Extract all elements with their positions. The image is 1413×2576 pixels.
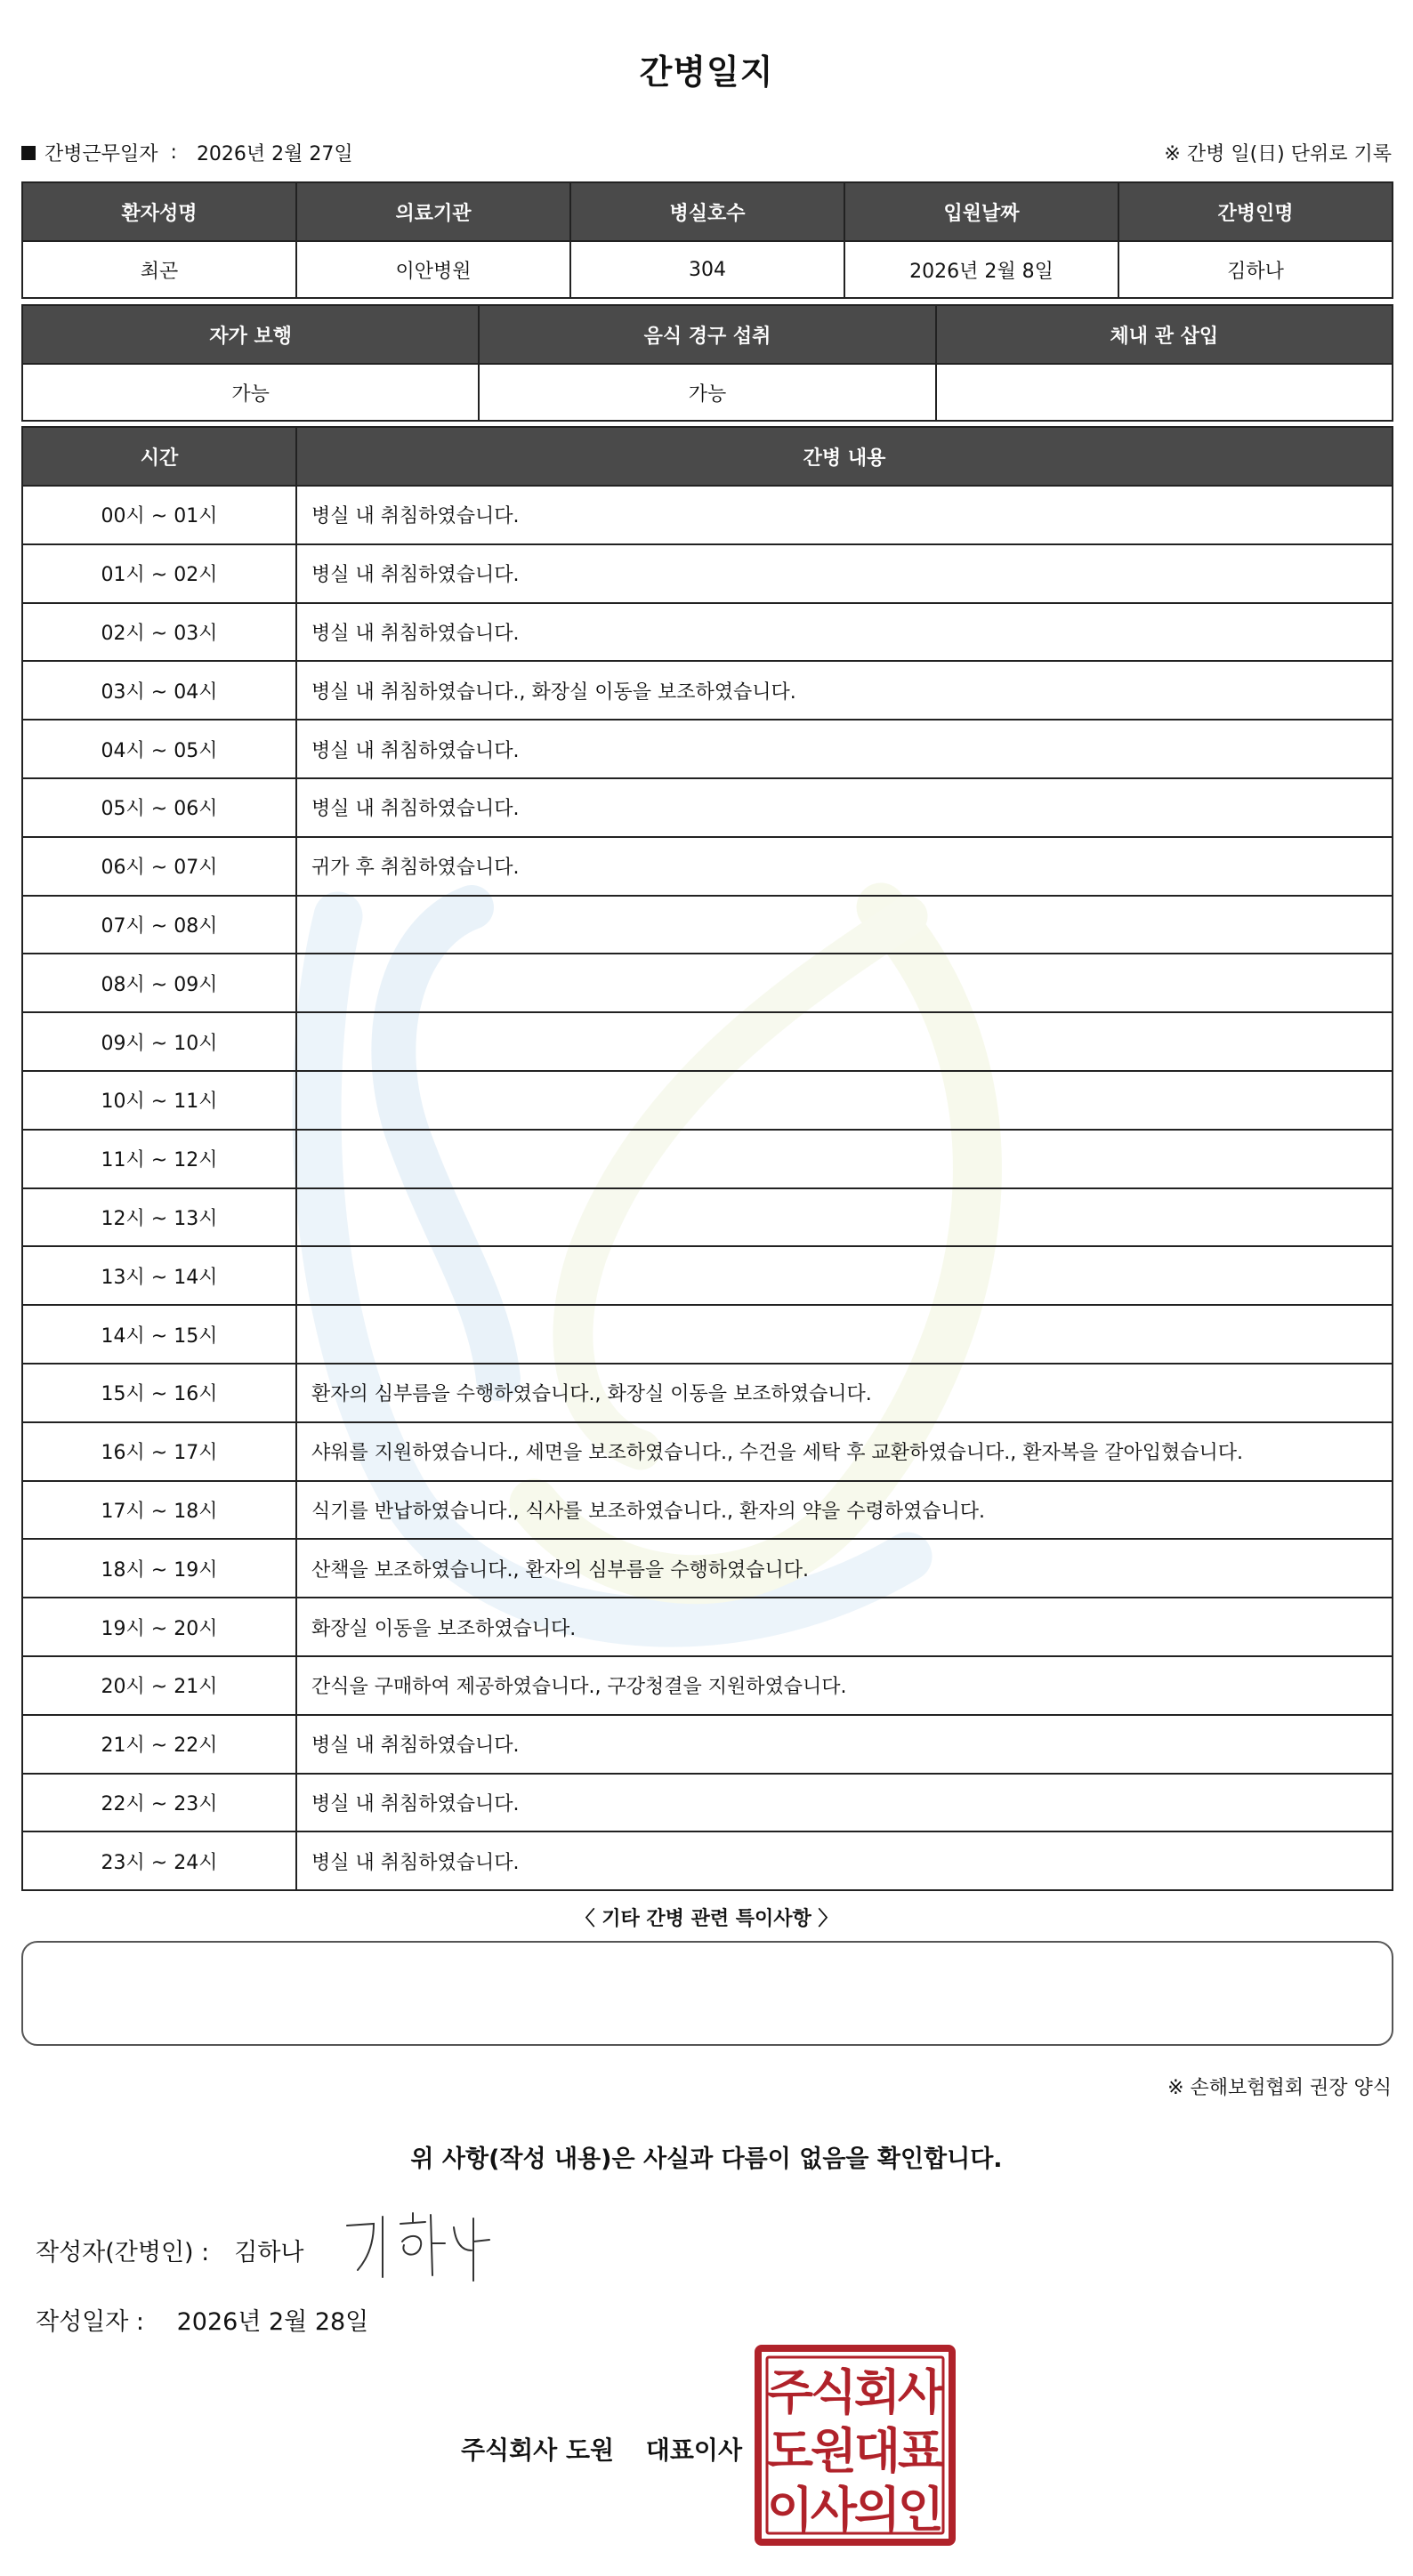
- log-time: 00시 ~ 01시: [22, 486, 296, 544]
- patient-info-header-row: [22, 182, 1393, 241]
- company-seal: [755, 2345, 956, 2546]
- confirmation-text: 위 사항(작성 내용)은 사실과 다름이 없음을 확인합니다.: [410, 2145, 1003, 2173]
- log-time: 18시 ~ 19시: [22, 1539, 296, 1598]
- meta-row: [21, 135, 1392, 171]
- log-time: 10시 ~ 11시: [22, 1071, 296, 1130]
- log-time: 04시 ~ 05시: [22, 720, 296, 778]
- log-row: [22, 1656, 1393, 1715]
- log-content: [296, 1130, 1393, 1188]
- log-time: 02시 ~ 03시: [22, 603, 296, 662]
- oral-intake: 가능: [479, 364, 935, 421]
- log-content: [296, 1188, 1393, 1247]
- log-time: 01시 ~ 02시: [22, 544, 296, 603]
- log-row: [22, 1715, 1393, 1774]
- log-content: [296, 1305, 1393, 1364]
- log-time: 14시 ~ 15시: [22, 1305, 296, 1364]
- notes-box: [21, 1941, 1393, 2046]
- written-date-line: [36, 2302, 368, 2337]
- log-row: [22, 1539, 1393, 1598]
- log-content: 병실 내 취침하였습니다., 화장실 이동을 보조하였습니다.: [296, 661, 1393, 720]
- log-content: 병실 내 취침하였습니다.: [296, 720, 1393, 778]
- log-content: 귀가 후 취침하였습니다.: [296, 837, 1393, 896]
- work-date-value: 2026년 2월 27일: [196, 143, 353, 165]
- log-row: [22, 1246, 1393, 1305]
- log-content: 병실 내 취침하였습니다.: [296, 1715, 1393, 1774]
- log-content: 환자의 심부름을 수행하였습니다., 화장실 이동을 보조하였습니다.: [296, 1364, 1393, 1422]
- company-line: [461, 2431, 742, 2467]
- writer-name: 김하나: [234, 2239, 304, 2266]
- log-content: 병실 내 취침하였습니다.: [296, 778, 1393, 837]
- patient-info-table: [21, 181, 1393, 299]
- log-row: [22, 896, 1393, 954]
- log-row: [22, 720, 1393, 778]
- log-time: 15시 ~ 16시: [22, 1364, 296, 1422]
- log-row: [22, 1130, 1393, 1188]
- log-header-row: [22, 427, 1393, 486]
- seal-char: 도: [766, 2423, 814, 2479]
- header-self-walking: 자가 보행: [22, 305, 479, 364]
- log-content: [296, 1012, 1393, 1071]
- seal-char: 식: [810, 2364, 858, 2420]
- status-info-table: [21, 304, 1393, 422]
- header-care-content: 간병 내용: [296, 427, 1393, 486]
- log-time: 08시 ~ 09시: [22, 954, 296, 1012]
- caregiver-name: 김하나: [1118, 241, 1393, 298]
- log-time: 19시 ~ 20시: [22, 1598, 296, 1656]
- log-row: [22, 837, 1393, 896]
- seal-char: 이: [766, 2482, 814, 2538]
- hospital: 이안병원: [296, 241, 570, 298]
- log-time: 23시 ~ 24시: [22, 1831, 296, 1890]
- log-row: [22, 661, 1393, 720]
- log-content: [296, 1071, 1393, 1130]
- association-note: ※ 손해보험협회 권장 양식: [1167, 2077, 1392, 2099]
- log-content: 병실 내 취침하였습니다.: [296, 603, 1393, 662]
- log-row: [22, 778, 1393, 837]
- log-row: [22, 1831, 1393, 1890]
- log-content: [296, 954, 1393, 1012]
- patient-info-value-row: [22, 241, 1393, 298]
- log-time: 13시 ~ 14시: [22, 1246, 296, 1305]
- log-time: 05시 ~ 06시: [22, 778, 296, 837]
- work-date: [21, 139, 353, 166]
- notes-title: 〈 기타 간병 관련 특이사항 〉: [575, 1908, 838, 1930]
- log-row: [22, 1422, 1393, 1481]
- status-header-row: [22, 305, 1393, 364]
- log-time: 16시 ~ 17시: [22, 1422, 296, 1481]
- work-date-label: 간병근무일자: [44, 143, 158, 165]
- seal-char: 대: [853, 2423, 901, 2479]
- log-time: 09시 ~ 10시: [22, 1012, 296, 1071]
- log-content: 샤워를 지원하였습니다., 세면을 보조하였습니다., 수건을 세탁 후 교환하였습니다., 환자복을 갈아입혔습니다.: [296, 1422, 1393, 1481]
- header-hospital: 의료기관: [296, 182, 570, 241]
- log-row: [22, 1481, 1393, 1540]
- log-row: [22, 544, 1393, 603]
- log-row: [22, 1364, 1393, 1422]
- log-row: [22, 1774, 1393, 1832]
- log-time: 12시 ~ 13시: [22, 1188, 296, 1247]
- status-value-row: [22, 364, 1393, 421]
- log-time: 17시 ~ 18시: [22, 1481, 296, 1540]
- admission-date: 2026년 2월 8일: [844, 241, 1118, 298]
- written-date-value: 2026년 2월 28일: [176, 2308, 369, 2336]
- record-note: ※ 간병 일(日) 단위로 기록: [1164, 143, 1392, 165]
- seal-char: 사: [810, 2482, 858, 2538]
- log-content: 병실 내 취침하였습니다.: [296, 486, 1393, 544]
- log-row: [22, 603, 1393, 662]
- header-room-number: 병실호수: [570, 182, 844, 241]
- log-time: 03시 ~ 04시: [22, 661, 296, 720]
- seal-char: 사: [897, 2364, 945, 2420]
- log-time: 07시 ~ 08시: [22, 896, 296, 954]
- header-admission-date: 입원날짜: [844, 182, 1118, 241]
- seal-char: 주: [766, 2364, 814, 2420]
- log-content: 병실 내 취침하였습니다.: [296, 1774, 1393, 1832]
- log-row: [22, 954, 1393, 1012]
- seal-char: 원: [810, 2423, 858, 2479]
- log-content: 병실 내 취침하였습니다.: [296, 1831, 1393, 1890]
- log-row: [22, 1012, 1393, 1071]
- written-date-label: 작성일자 :: [36, 2308, 145, 2336]
- log-time: 21시 ~ 22시: [22, 1715, 296, 1774]
- header-tube-insertion: 체내 관 삽입: [936, 305, 1393, 364]
- log-row: [22, 1305, 1393, 1364]
- log-content: [296, 896, 1393, 954]
- writer-label: 작성자(간병인) :: [36, 2239, 210, 2266]
- log-content: 병실 내 취침하였습니다.: [296, 544, 1393, 603]
- log-content: 간식을 구매하여 제공하였습니다., 구강청결을 지원하였습니다.: [296, 1656, 1393, 1715]
- tube-insertion: [936, 364, 1393, 421]
- work-date-separator: :: [170, 141, 177, 164]
- seal-char: 인: [897, 2482, 945, 2538]
- log-time: 11시 ~ 12시: [22, 1130, 296, 1188]
- writer-line: [36, 2233, 304, 2267]
- log-content: 식기를 반납하였습니다., 식사를 보조하였습니다., 환자의 약을 수령하였습니다.: [296, 1481, 1393, 1540]
- square-bullet-icon: [21, 146, 36, 160]
- log-time: 20시 ~ 21시: [22, 1656, 296, 1715]
- log-time: 22시 ~ 23시: [22, 1774, 296, 1832]
- room-number: 304: [570, 241, 844, 298]
- log-content: [296, 1246, 1393, 1305]
- handwritten-signature: [338, 2206, 498, 2286]
- log-time: 06시 ~ 07시: [22, 837, 296, 896]
- log-content: 산책을 보조하였습니다., 환자의 심부름을 수행하였습니다.: [296, 1539, 1393, 1598]
- header-caregiver-name: 간병인명: [1118, 182, 1393, 241]
- header-patient-name: 환자성명: [22, 182, 296, 241]
- log-body: [22, 486, 1393, 1890]
- log-row: [22, 1071, 1393, 1130]
- ceo-title: 대표이사: [645, 2435, 742, 2465]
- log-content: 화장실 이동을 보조하였습니다.: [296, 1598, 1393, 1656]
- company-name: 주식회사 도원: [461, 2435, 615, 2465]
- header-time: 시간: [22, 427, 296, 486]
- log-row: [22, 1188, 1393, 1247]
- document-title: 간병일지: [639, 52, 774, 92]
- log-row: [22, 1598, 1393, 1656]
- seal-char: 회: [853, 2364, 901, 2420]
- log-row: [22, 486, 1393, 544]
- care-log-table: [21, 426, 1393, 1891]
- self-walking: 가능: [22, 364, 479, 421]
- seal-char: 의: [853, 2482, 901, 2538]
- header-oral-intake: 음식 경구 섭취: [479, 305, 935, 364]
- seal-char: 표: [897, 2423, 945, 2479]
- patient-name: 최곤: [22, 241, 296, 298]
